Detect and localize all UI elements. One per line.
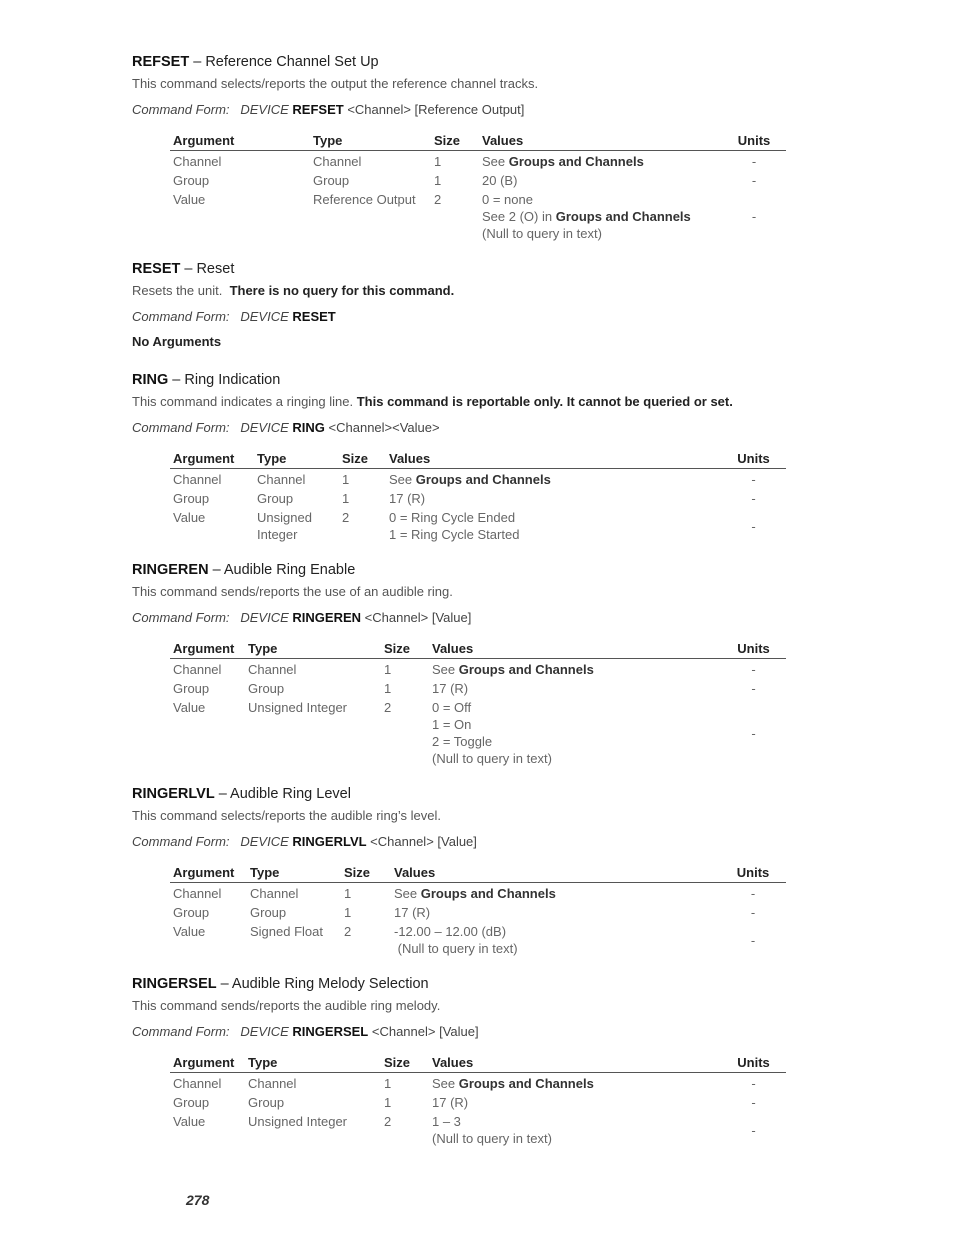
section-title: RINGEREN – Audible Ring Enable bbox=[132, 562, 356, 578]
table-row: Group Group 1 17 (R) - bbox=[173, 491, 756, 506]
command-form: Command Form: DEVICE RINGEREN <Channel> [Value] bbox=[132, 610, 472, 625]
section-reset bbox=[132, 260, 792, 349]
section-refset bbox=[132, 53, 792, 241]
table-row: Group Group 1 17 (R) - bbox=[173, 905, 756, 920]
arguments-table bbox=[170, 451, 786, 543]
table-row: Value Signed Float 2 -12.00 – 12.00 (dB) (Null to query in text) - bbox=[173, 924, 756, 956]
command-form: Command Form: DEVICE RINGERSEL <Channel> [Value] bbox=[132, 1024, 479, 1039]
table-row: Group Group 1 17 (R) - bbox=[173, 1095, 756, 1110]
table-row: Channel Channel 1 See Groups and Channels - bbox=[173, 154, 757, 169]
section-title: REFSET – Reference Channel Set Up bbox=[132, 54, 379, 70]
section-description: This command indicates a ringing line. This command is reportable only. It cannot be queried or set. bbox=[132, 394, 733, 409]
table-row: Channel Channel 1 See Groups and Channels - bbox=[173, 472, 756, 487]
section-ringerlvl bbox=[132, 785, 792, 956]
no-arguments-note: No Arguments bbox=[132, 334, 222, 349]
table-row: Channel Channel 1 See Groups and Channels - bbox=[173, 662, 756, 677]
table-row: Group Group 1 17 (R) - bbox=[173, 681, 756, 696]
section-description: This command selects/reports the audible ring’s level. bbox=[132, 808, 442, 823]
section-description: This command sends/reports the use of an audible ring. bbox=[132, 584, 453, 599]
section-ringersel bbox=[132, 975, 792, 1146]
section-description: Resets the unit. There is no query for this command. bbox=[132, 283, 455, 298]
table-row: Group Group 1 20 (B) - bbox=[173, 173, 757, 188]
section-ring bbox=[132, 371, 792, 542]
arguments-table bbox=[170, 641, 786, 767]
command-form: Command Form: DEVICE RESET bbox=[132, 309, 336, 324]
table-row: Value Unsigned Integer 2 1 – 3 (Null to query in text) - bbox=[173, 1114, 756, 1146]
table-row: Value Unsigned Integer 2 0 = Ring Cycle Ended 1 = Ring Cycle Started - bbox=[173, 510, 756, 542]
table-header-row: Argument Type Size Values Units bbox=[170, 133, 786, 151]
table-row: Channel Channel 1 See Groups and Channels - bbox=[173, 886, 756, 901]
table-header-row: Argument Type Size Values Units bbox=[170, 641, 786, 659]
table-header-row: Argument Type Size Values Units bbox=[170, 451, 786, 469]
section-title: RINGERLVL – Audible Ring Level bbox=[132, 786, 351, 802]
arguments-table bbox=[170, 133, 786, 242]
page-number: 278 bbox=[186, 1192, 210, 1208]
table-header-row: Argument Type Size Values Units bbox=[170, 865, 786, 883]
section-ringeren bbox=[132, 561, 792, 766]
section-title: RING – Ring Indication bbox=[132, 372, 281, 388]
table-row: Channel Channel 1 See Groups and Channels - bbox=[173, 1076, 756, 1091]
section-title: RINGERSEL – Audible Ring Melody Selection bbox=[132, 976, 429, 992]
arguments-table bbox=[170, 1055, 786, 1147]
command-form: Command Form: DEVICE RINGERLVL <Channel> [Value] bbox=[132, 834, 477, 849]
section-description: This command sends/reports the audible ring melody. bbox=[132, 998, 441, 1013]
command-form: Command Form: DEVICE REFSET <Channel> [Reference Output] bbox=[132, 102, 525, 117]
table-row: Value Reference Output 2 0 = none See 2 (O) in Groups and Channels (Null to query in text) - bbox=[173, 192, 757, 241]
section-title: RESET – Reset bbox=[132, 261, 235, 277]
table-row: Value Unsigned Integer 2 0 = Off 1 = On 2 = Toggle (Null to query in text) - bbox=[173, 700, 756, 766]
arguments-table bbox=[170, 865, 786, 957]
section-description: This command selects/reports the output the reference channel tracks. bbox=[132, 76, 539, 91]
command-form: Command Form: DEVICE RING <Channel><Value> bbox=[132, 420, 440, 435]
table-header-row: Argument Type Size Values Units bbox=[170, 1055, 786, 1073]
